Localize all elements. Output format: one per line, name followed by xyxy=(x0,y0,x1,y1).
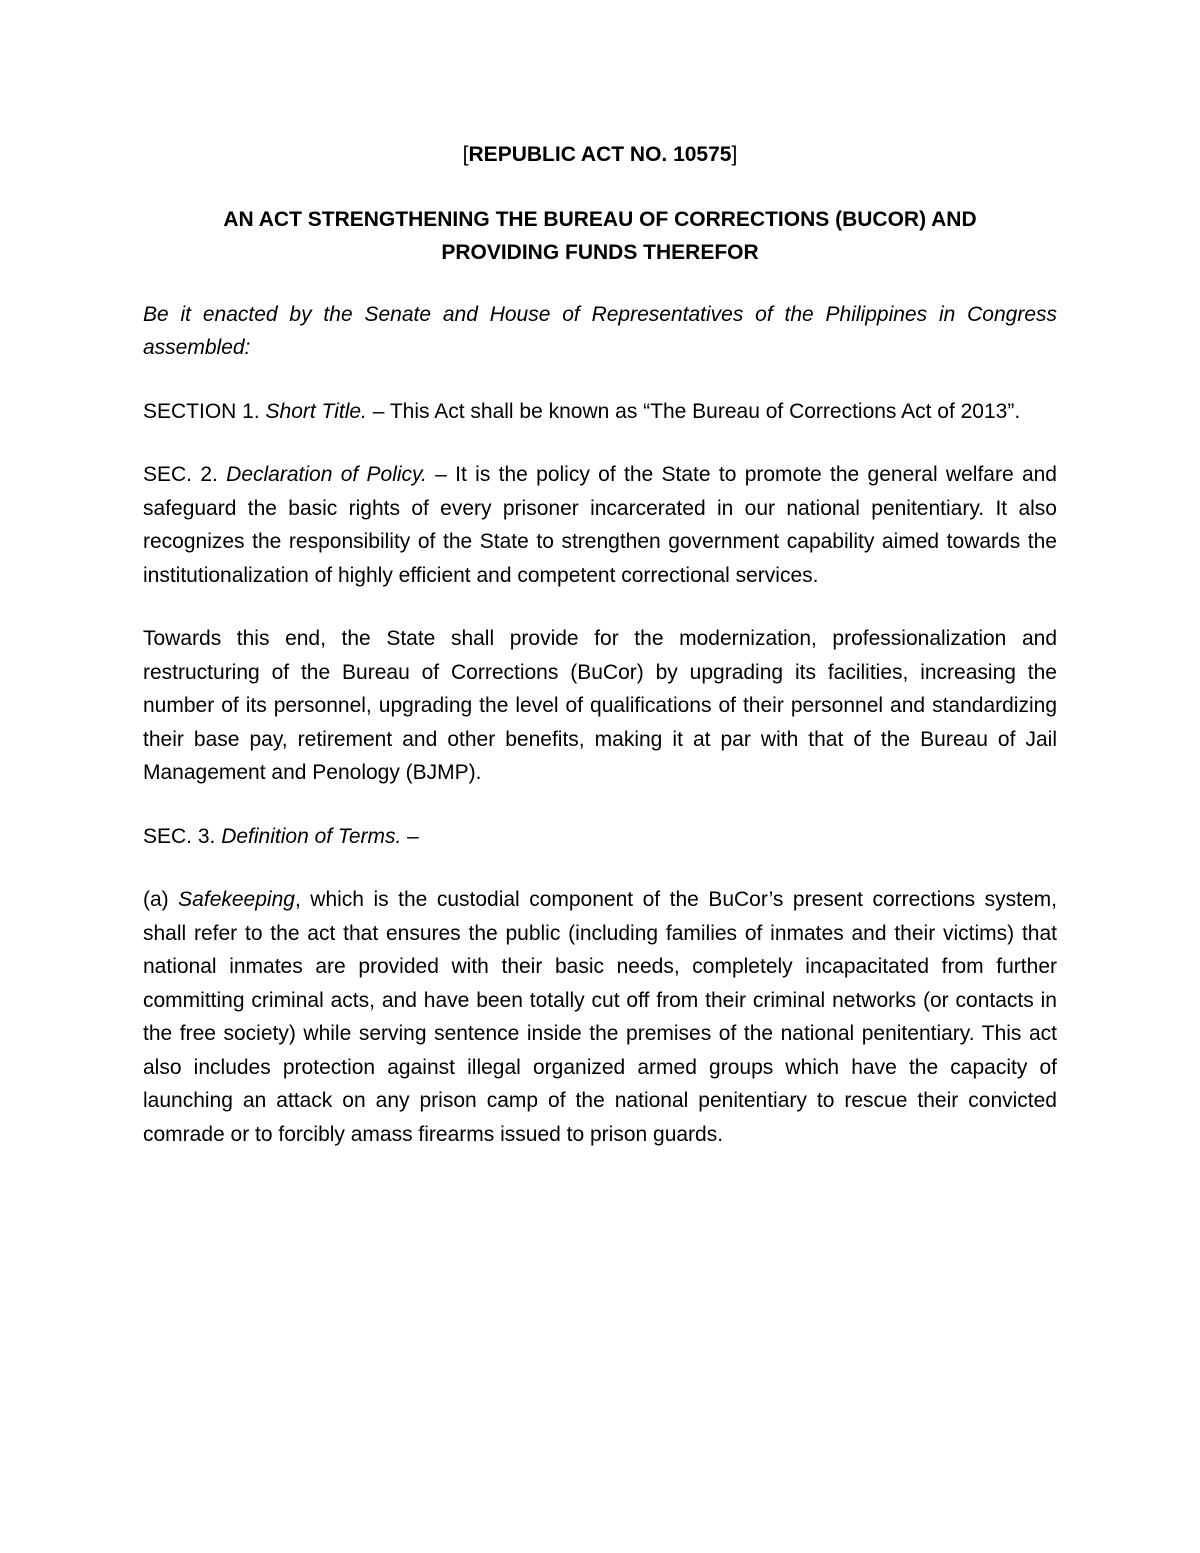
section-2-label: SEC. 2. xyxy=(143,463,227,486)
section-3-text: – xyxy=(401,824,419,848)
item-a-label: (a) xyxy=(143,888,179,911)
section-1-heading: Short Title. xyxy=(265,399,367,423)
section-3-item-a xyxy=(143,883,1057,1151)
section-2-heading: Declaration of Policy. xyxy=(226,463,427,486)
section-2-paragraph-2: Towards this end, the State shall provide for the modernization, professionalization and restructuring of the Bureau of Corrections (BuCor) by upgrading its facilities, increasing the number of its personnel, upgrading the level of qualifications of their personnel and standardizing their base pay, retirement and other benefits, making it at par with that of the Bureau of Jail Management and Penology (BJMP). xyxy=(143,627,1057,784)
act-title-line-1: AN ACT STRENGTHENING THE BUREAU OF CORRECTIONS (BUCOR) AND xyxy=(223,207,977,231)
section-3 xyxy=(143,820,1057,854)
document-body xyxy=(143,138,1057,1181)
enacting-clause: Be it enacted by the Senate and House of Representatives of the Philippines in Congress assembled: xyxy=(143,302,1057,359)
act-number: REPUBLIC ACT NO. 10575 xyxy=(468,143,732,166)
section-1-text: – This Act shall be known as “The Bureau of Corrections Act of 2013”. xyxy=(366,399,1021,423)
act-title-line-2: PROVIDING FUNDS THEREFOR xyxy=(441,241,759,264)
item-a-text: , which is the custodial component of the BuCor’s present corrections system, shall refer to the act that ensures the public (including families of inmates and their victims) that national inmates are provided with their basic needs, completely incapacitated from further committing criminal acts, and have been totally cut off from their criminal networks (or contacts in the free society) while serving sentence inside the premises of the national penitentiary. This act also includes protection against illegal organized armed groups which have the capacity of launching an attack on any prison camp of the national penitentiary to rescue their convicted comrade or to forcibly amass firearms issued to prison guards. xyxy=(143,888,1058,1146)
item-a-term: Safekeeping xyxy=(178,888,295,911)
act-title xyxy=(143,203,1057,270)
section-2-text: – It is the policy of the State to promote the general welfare and safeguard the basic rights of every prisoner incarcerated in our national penitentiary. It also recognizes the responsibility of the State to strengthen government capability aimed towards the institutionalization of highly efficient and competent correctional services. xyxy=(143,463,1057,587)
act-number-heading: [REPUBLIC ACT NO. 10575] xyxy=(462,143,738,166)
section-1 xyxy=(143,395,1057,429)
section-3-heading: Definition of Terms. xyxy=(221,824,402,848)
section-2 xyxy=(143,458,1057,592)
section-3-label: SEC. 3. xyxy=(143,824,222,848)
section-1-label: SECTION 1. xyxy=(143,399,266,423)
